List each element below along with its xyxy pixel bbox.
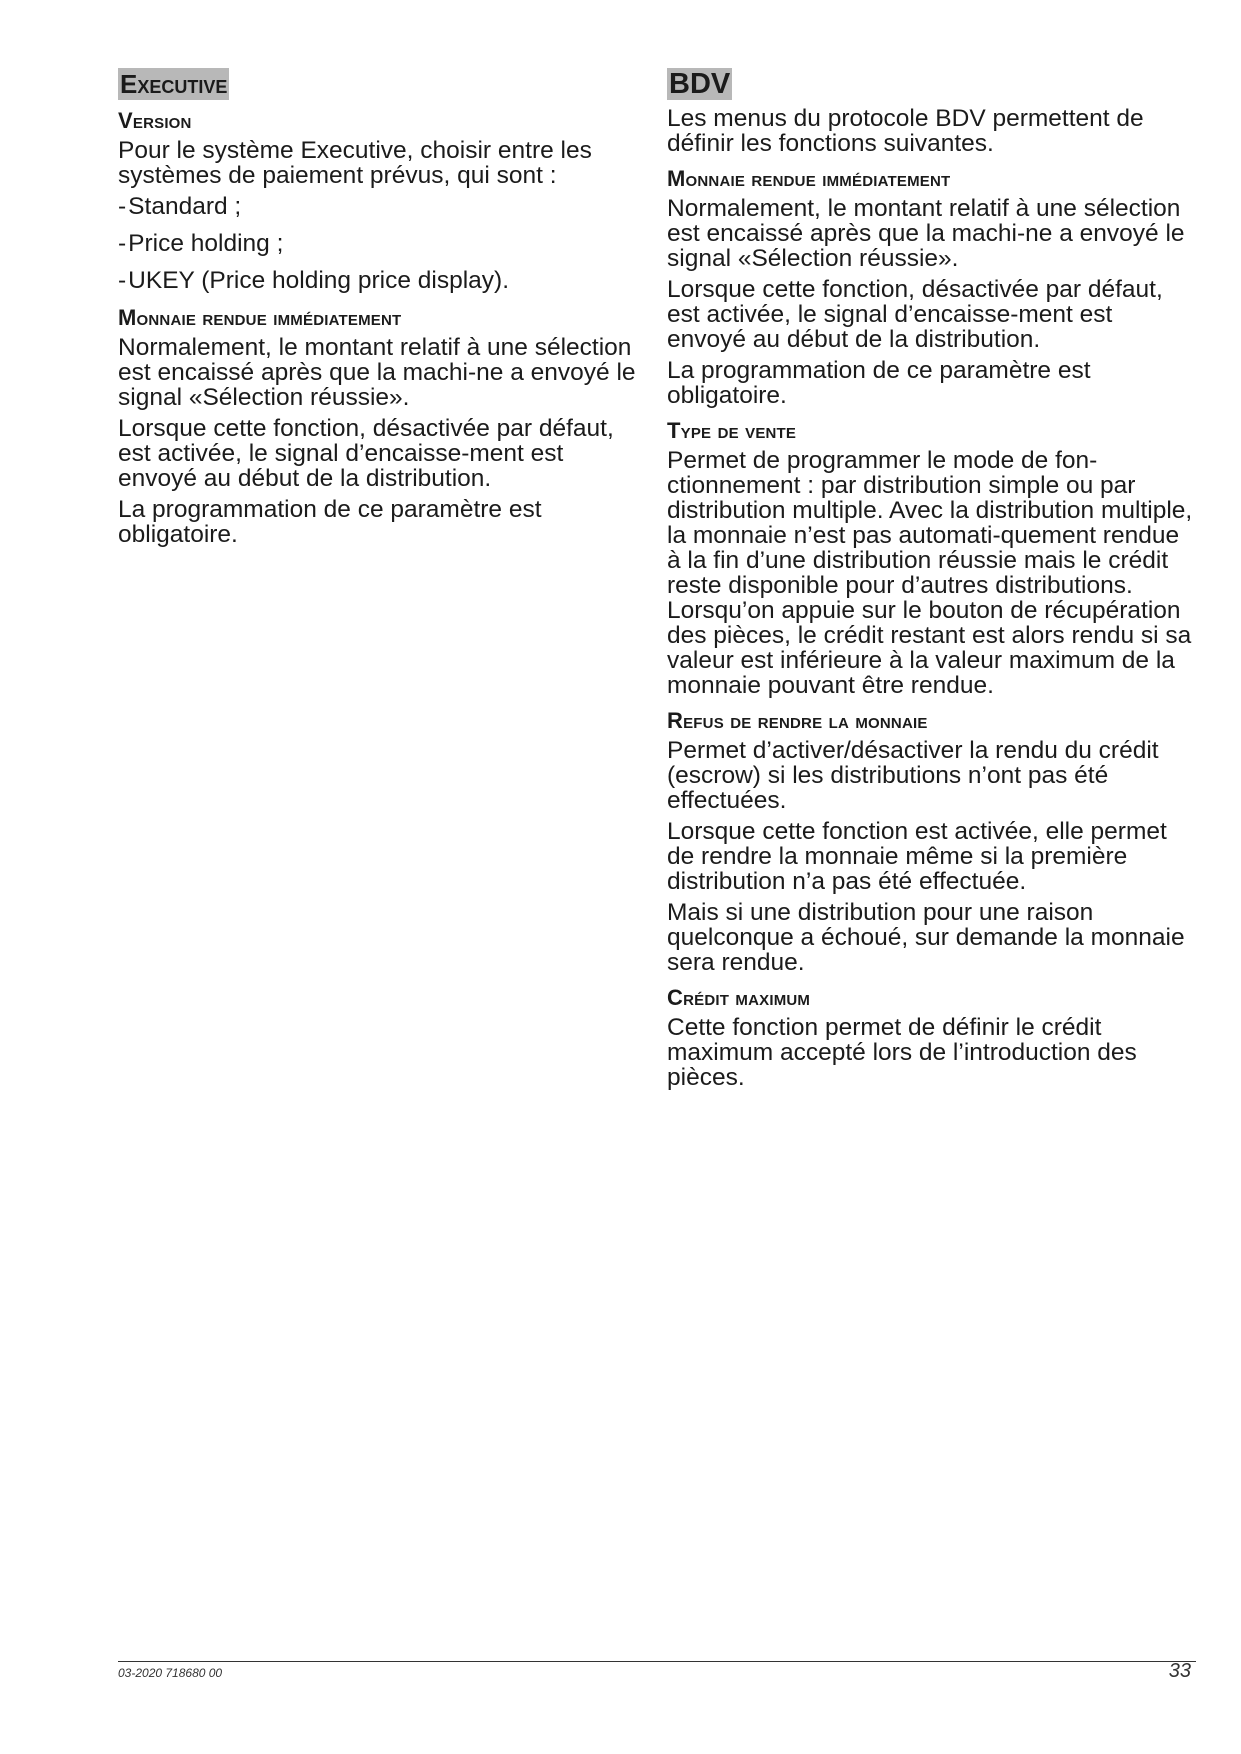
paragraph: Normalement, le montant relatif à une sélection est encaissé après que la machi-ne a envoyé le signal «Sélection réussie». — [118, 334, 636, 411]
list-item: - Price holding ; — [118, 231, 638, 256]
paragraph: Permet de programmer le mode de fon-ctionnement : par distribution simple ou par distribution multiple. Avec la distribution multiple, la monnaie n’est pas automati-quement rendue à la fin d’une distribution réussie mais le crédit reste disponible pour d’autres distributions. Lorsqu’on appuie sur le bouton de récupération des pièces, le crédit restant est alors rendu si sa valeur est inférieure à la valeur maximum de la monnaie pouvant être rendue. — [667, 447, 1193, 699]
paragraph: Lorsque cette fonction, désactivée par défaut, est activée, le signal d’encaisse-ment est envoyé au début de la distribution. — [667, 276, 1163, 353]
subheading-version: Version — [118, 108, 192, 133]
document-code: 03-2020 718680 00 — [118, 1666, 223, 1680]
paragraph: Cette fonction permet de définir le crédit maximum accepté lors de l’introduction des pièces. — [667, 1014, 1137, 1091]
list-item: - UKEY (Price holding price display). — [118, 268, 638, 293]
bdv-intro: Les menus du protocole BDV permettent de définir les fonctions suivantes. — [667, 105, 1144, 157]
subheading-refus-monnaie: Refus de rendre la monnaie — [667, 708, 928, 733]
subheading-monnaie-rendue: Monnaie rendue immédiatement — [118, 305, 402, 330]
paragraph: Lorsque cette fonction, désactivée par défaut, est activée, le signal d’encaisse-ment est envoyé au début de la distribution. — [118, 415, 614, 492]
footer-divider — [118, 1661, 1196, 1662]
list-item: - Standard ; — [118, 194, 638, 219]
paragraph: La programmation de ce paramètre est obligatoire. — [118, 496, 542, 548]
right-column — [667, 68, 1197, 1096]
paragraph: Normalement, le montant relatif à une sélection est encaissé après que la machi-ne a envoyé le signal «Sélection réussie». — [667, 195, 1185, 272]
subheading-credit-maximum: Crédit maximum — [667, 985, 811, 1010]
left-column — [118, 68, 638, 553]
page-number: 33 — [1168, 1660, 1191, 1682]
paragraph: La programmation de ce paramètre est obligatoire. — [667, 357, 1091, 409]
subheading-monnaie-rendue: Monnaie rendue immédiatement — [667, 166, 951, 191]
paragraph: Mais si une distribution pour une raison quelconque a échoué, sur demande la monnaie sera rendue. — [667, 899, 1185, 976]
version-options-list — [118, 194, 638, 293]
paragraph: Lorsque cette fonction est activée, elle permet de rendre la monnaie même si la première distribution n’a pas été effectuée. — [667, 818, 1167, 895]
section-title-bdv: BDV — [669, 68, 731, 100]
subheading-type-de-vente: Type de vente — [667, 418, 797, 443]
paragraph: Permet d’activer/désactiver la rendu du crédit (escrow) si les distributions n’ont pas été effectuées. — [667, 737, 1159, 814]
section-title-executive: Executive — [120, 69, 228, 99]
version-intro: Pour le système Executive, choisir entre les systèmes de paiement prévus, qui sont : — [118, 137, 592, 189]
